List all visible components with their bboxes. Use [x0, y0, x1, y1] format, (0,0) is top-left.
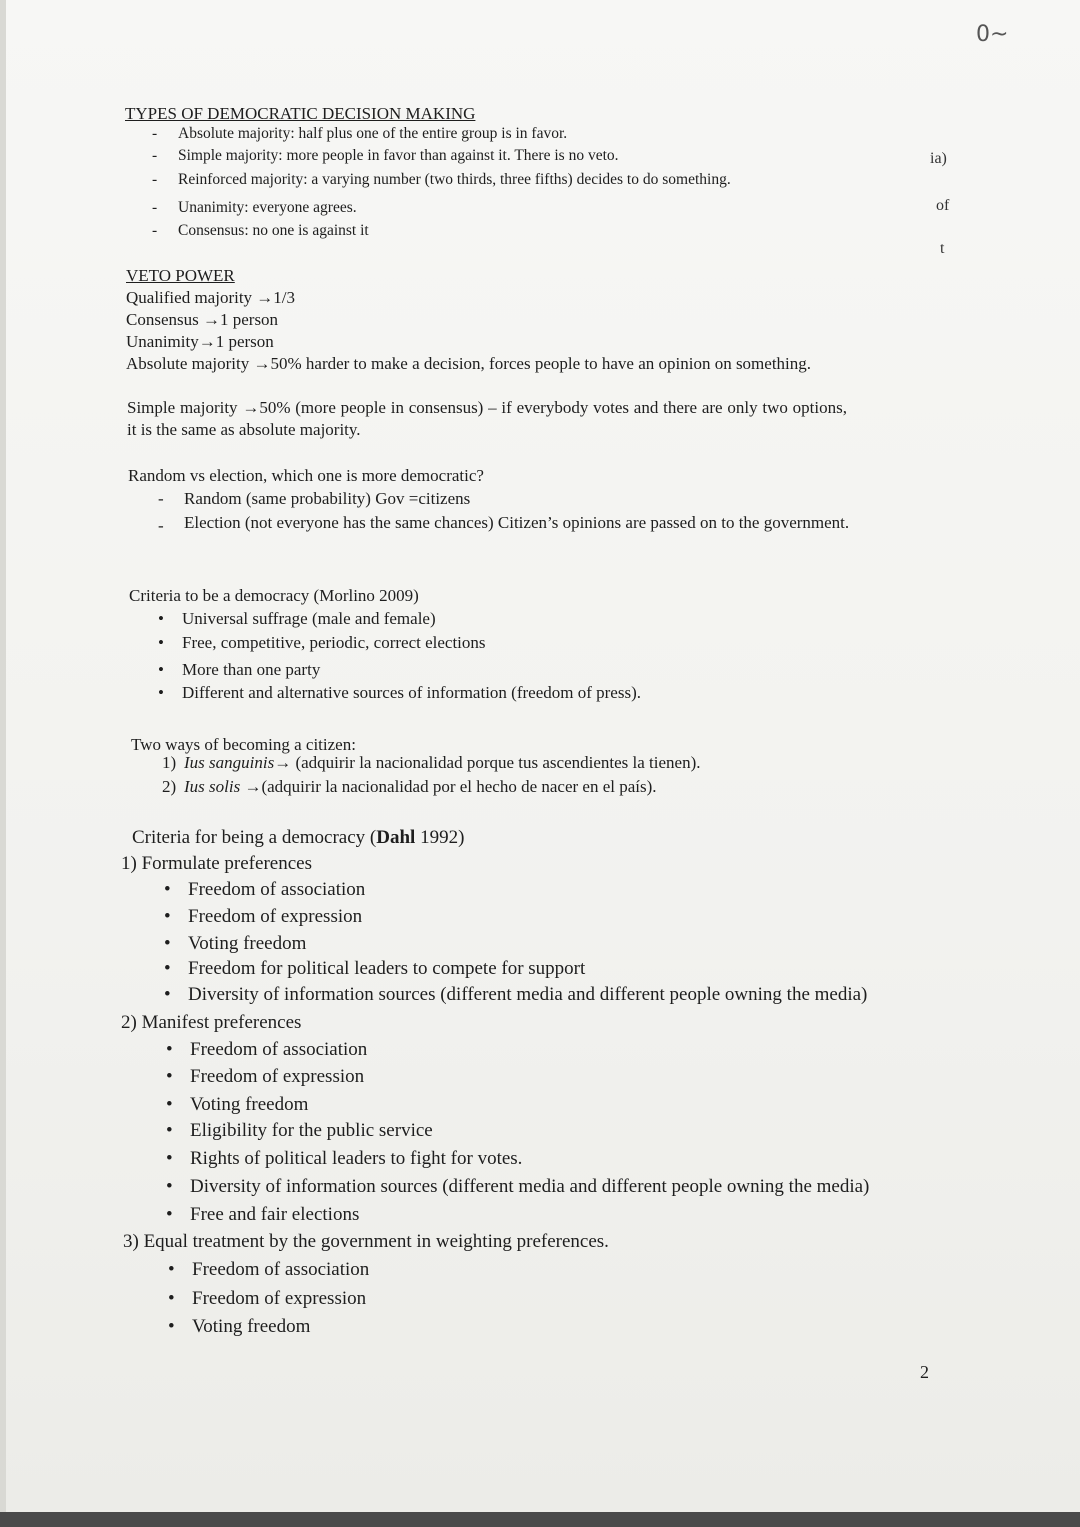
- list-item-text: Freedom for political leaders to compete for support: [188, 958, 586, 979]
- list-item: • Diversity of information sources (different media and different people owning the media): [164, 984, 868, 1005]
- list-item: - Simple majority: more people in favor than against it. There is no veto.: [152, 147, 619, 164]
- veto-paragraph: Simple majority →50% (more people in consensus) – if everybody votes and there are only two options, it is the same as absolute majority.: [127, 398, 847, 439]
- list-number: 1): [162, 753, 177, 772]
- veto-line: Qualified majority →1/3: [126, 288, 296, 307]
- list-item: • Voting freedom: [168, 1316, 311, 1337]
- title-text: Criteria for being a democracy (: [132, 827, 377, 848]
- title-author: Dahl: [376, 827, 416, 848]
- section-title: TYPES OF DEMOCRATIC DECISION MAKING: [125, 104, 476, 123]
- list-item: • Freedom of expression: [168, 1288, 367, 1309]
- list-item-text: More than one party: [182, 660, 321, 679]
- list-item: • Free, competitive, periodic, correct elections: [158, 633, 486, 652]
- list-item: • Freedom of expression: [166, 1066, 365, 1087]
- list-item: • Rights of political leaders to fight for votes.: [166, 1148, 523, 1169]
- section-title: Random vs election, which one is more democratic?: [128, 466, 484, 485]
- list-item-text: →(adquirir la nacionalidad por el hecho de nacer en el país).: [240, 777, 657, 796]
- list-item-text: Voting freedom: [192, 1316, 311, 1337]
- list-item-text: Reinforced majority: a varying number (two thirds, three fifths) decides to do something.: [178, 171, 731, 188]
- list-item: • Freedom of association: [168, 1259, 370, 1280]
- list-item-text: Voting freedom: [188, 933, 307, 954]
- section-title: Criteria to be a democracy (Morlino 2009): [129, 586, 419, 605]
- veto-line: Unanimity→1 person: [126, 332, 274, 351]
- veto-line: Consensus →1 person: [126, 310, 279, 329]
- list-item: • Freedom of association: [166, 1039, 368, 1060]
- list-item: - Unanimity: everyone agrees.: [152, 199, 357, 216]
- list-item-text: Free and fair elections: [190, 1204, 360, 1225]
- list-dash: -: [158, 516, 164, 535]
- margin-fragment-1: ia): [930, 150, 947, 167]
- group-heading: 3) Equal treatment by the government in weighting preferences.: [123, 1231, 609, 1252]
- list-item-text: Diversity of information sources (different media and different people owning the media): [190, 1176, 870, 1197]
- list-item: • Freedom of expression: [164, 906, 363, 927]
- list-item: - Random (same probability) Gov =citizens: [158, 489, 471, 508]
- list-item-text: Eligibility for the public service: [190, 1120, 433, 1141]
- list-item: - Absolute majority: half plus one of the entire group is in favor.: [152, 125, 568, 142]
- list-item-text: Freedom of expression: [188, 906, 363, 927]
- list-item: • Eligibility for the public service: [166, 1120, 433, 1141]
- page-number: 2: [920, 1362, 929, 1382]
- list-item: - Reinforced majority: a varying number (two thirds, three fifths) decides to do something.: [152, 171, 731, 188]
- page-left-edge: [0, 0, 6, 1527]
- list-number: 2): [162, 777, 177, 796]
- list-item: • Freedom for political leaders to compete for support: [164, 958, 586, 979]
- list-item-text: Election (not everyone has the same chances) Citizen’s opinions are passed on to the government.: [184, 513, 850, 532]
- list-item: [162, 776, 657, 798]
- latin-term: Ius solis: [184, 777, 241, 796]
- section-title: [132, 827, 464, 849]
- margin-fragment-2: of: [936, 197, 950, 214]
- list-item-text: → (adquirir la nacionalidad porque tus ascendientes la tienen).: [274, 753, 701, 772]
- list-item-text: Voting freedom: [190, 1094, 309, 1115]
- list-item: • Voting freedom: [164, 933, 307, 954]
- list-item: • More than one party: [158, 660, 321, 679]
- list-item-text: Freedom of expression: [190, 1066, 365, 1087]
- section-title: VETO POWER: [126, 266, 235, 285]
- list-item-text: Different and alternative sources of information (freedom of press).: [182, 683, 641, 702]
- list-item-text: Freedom of expression: [192, 1288, 367, 1309]
- list-item-text: Freedom of association: [192, 1259, 370, 1280]
- list-item: [162, 752, 700, 774]
- group-heading: 2) Manifest preferences: [121, 1012, 302, 1033]
- page-bottom-edge: [0, 1512, 1080, 1527]
- list-item: • Different and alternative sources of information (freedom of press).: [158, 683, 641, 702]
- list-item: • Freedom of association: [164, 879, 366, 900]
- group-heading: 1) Formulate preferences: [121, 853, 312, 874]
- list-item-text: Freedom of association: [190, 1039, 368, 1060]
- list-item-text: Universal suffrage (male and female): [182, 609, 436, 628]
- list-item-text: Random (same probability) Gov =citizens: [184, 489, 471, 508]
- list-item: • Universal suffrage (male and female): [158, 609, 436, 628]
- list-item-text: Absolute majority: half plus one of the entire group is in favor.: [178, 125, 568, 142]
- veto-paragraph: Absolute majority →50% harder to make a decision, forces people to have an opinion on something.: [126, 354, 812, 373]
- margin-fragment-3: t: [940, 240, 945, 257]
- latin-term: Ius sanguinis: [184, 753, 275, 772]
- list-item-text: Rights of political leaders to fight for votes.: [190, 1148, 523, 1169]
- list-item-text: Diversity of information sources (different media and different people owning the media): [188, 984, 868, 1005]
- list-item: • Free and fair elections: [166, 1204, 360, 1225]
- list-item-text: Free, competitive, periodic, correct elections: [182, 633, 486, 652]
- corner-handwritten-mark: 0~: [976, 22, 1009, 47]
- list-item: • Diversity of information sources (different media and different people owning the media): [166, 1176, 870, 1197]
- list-item-text: Freedom of association: [188, 879, 366, 900]
- list-item-text: Simple majority: more people in favor than against it. There is no veto.: [178, 147, 619, 164]
- list-item: - Consensus: no one is against it: [152, 222, 369, 239]
- list-item-text: Unanimity: everyone agrees.: [178, 199, 357, 216]
- title-text: 1992): [415, 827, 465, 848]
- section-title: Two ways of becoming a citizen:: [131, 735, 356, 754]
- list-item: • Voting freedom: [166, 1094, 309, 1115]
- list-item-text: Consensus: no one is against it: [178, 222, 369, 239]
